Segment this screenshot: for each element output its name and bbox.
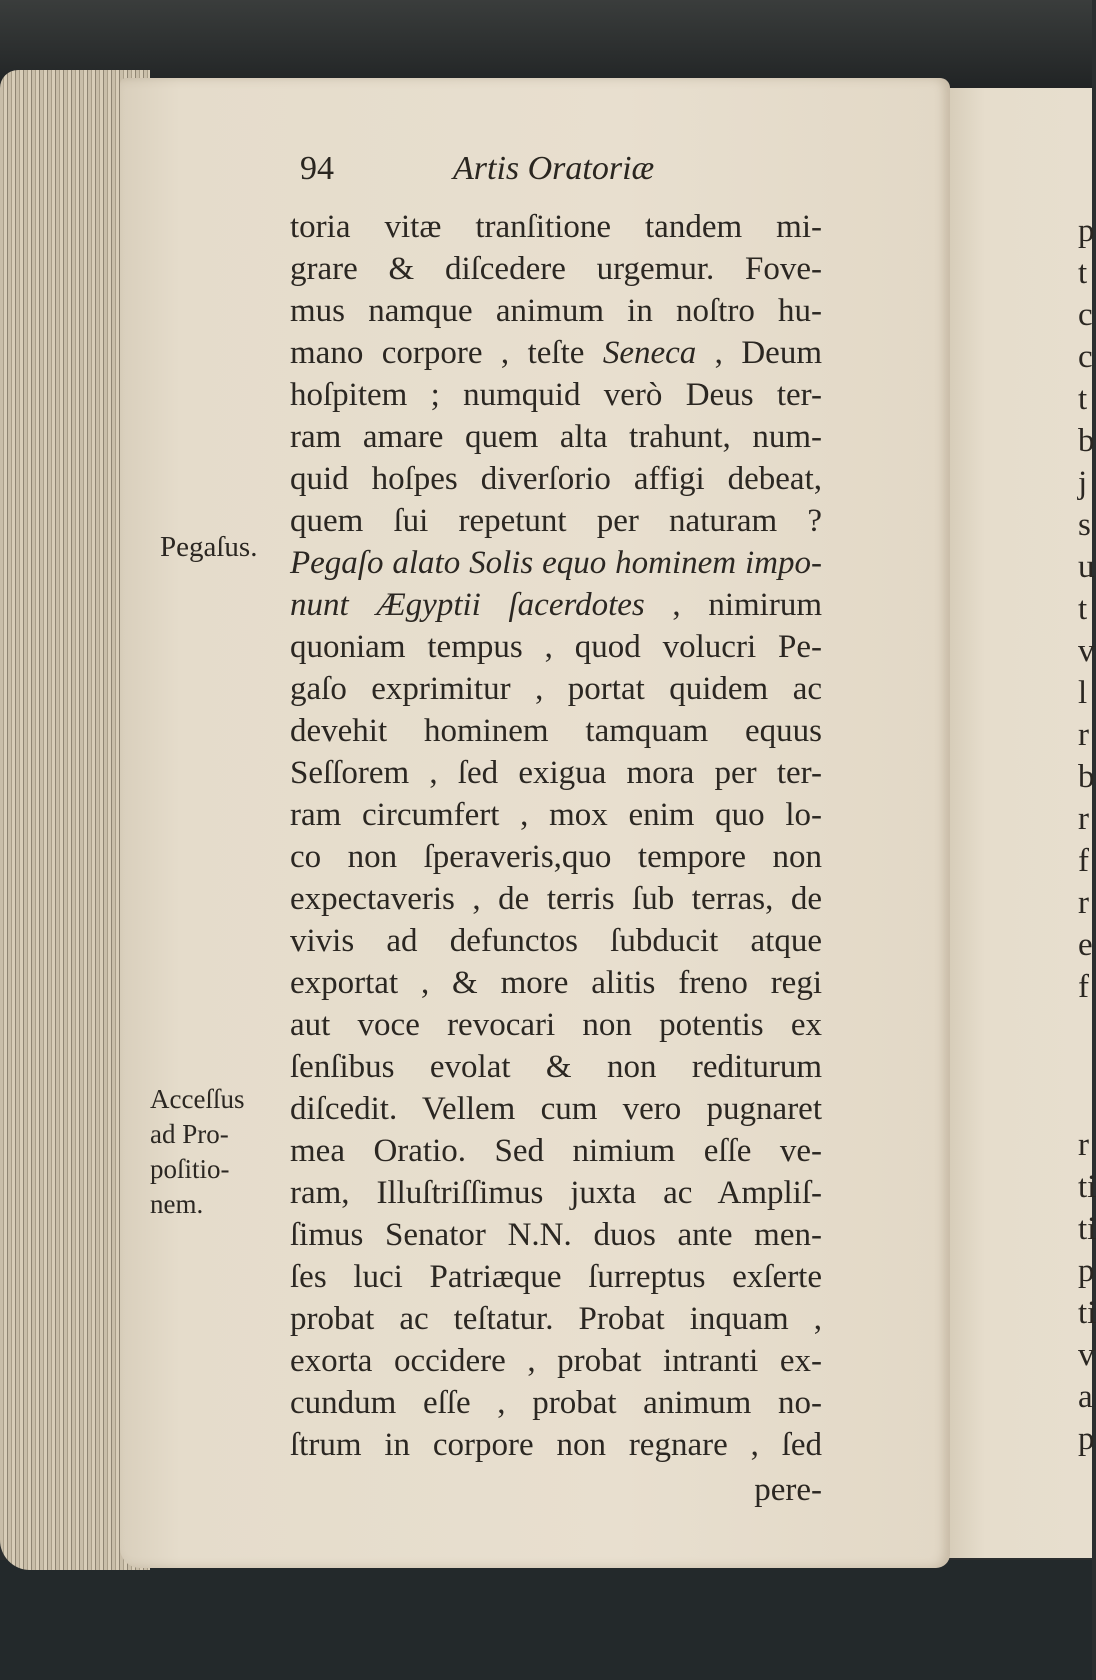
text-line [290, 416, 822, 458]
text-segment: exportat , & more alitis freno regi [290, 965, 822, 1001]
text-segment: gaſo exprimitur , portat quidem ac [290, 671, 822, 707]
facing-page-fragment: r [1078, 801, 1089, 837]
text-segment: expectaveris , de terris ſub terras, de [290, 881, 822, 917]
facing-page-fragment: r [1078, 717, 1089, 753]
text-line [290, 248, 822, 290]
facing-page-fragment: u [1078, 549, 1095, 585]
text-line [290, 584, 822, 626]
facing-page-fragment: e [1078, 927, 1093, 963]
facing-page-fragment: p [1078, 1421, 1095, 1457]
margin-note-accessus [150, 1082, 244, 1222]
text-line [290, 668, 822, 710]
text-segment: quoniam tempus , quod volucri Pe- [290, 629, 822, 665]
text-line [290, 1382, 822, 1424]
facing-page-fragment: b [1078, 423, 1095, 459]
facing-page [945, 88, 1092, 1558]
text-segment: grare & diſcedere urgemur. Fove- [290, 251, 822, 287]
text-line [290, 1172, 822, 1214]
text-line [290, 626, 822, 668]
text-segment: devehit hominem tamquam equus [290, 713, 822, 749]
text-line [290, 542, 822, 584]
facing-page-fragment: j [1078, 465, 1088, 501]
text-segment: Seſſorem , ſed exigua mora per ter- [290, 755, 822, 791]
text-line [290, 1214, 822, 1256]
text-line [290, 920, 822, 962]
text-segment: toria vitæ tranſitione tandem mi- [290, 209, 822, 245]
facing-page-fragment: p [1078, 1253, 1095, 1289]
text-line [290, 836, 822, 878]
running-title: Artis Oratoriæ [453, 150, 655, 187]
facing-page-fragment: s [1078, 507, 1091, 543]
facing-page-fragment: p [1078, 213, 1095, 249]
italic-text: nunt Ægyptii ſacerdotes [290, 587, 645, 623]
text-segment: hoſpitem ; numquid verò Deus ter- [290, 377, 822, 413]
text-segment: mano corpore , teſte [290, 335, 603, 371]
text-line [290, 1046, 822, 1088]
text-segment: ſimus Senator N.N. duos ante men- [290, 1217, 822, 1253]
facing-page-fragment: t [1078, 381, 1088, 417]
text-line [290, 374, 822, 416]
text-line [290, 710, 822, 752]
catchword: pere- [754, 1472, 822, 1508]
italic-text: Pegaſo alato Solis equo hominem impo- [290, 545, 822, 581]
facing-page-fragment: r [1078, 885, 1089, 921]
text-line [290, 290, 822, 332]
margin-note-line: Acceſſus [150, 1084, 245, 1114]
margin-note-pegasus: Pegaſus. [160, 531, 258, 563]
text-line [290, 878, 822, 920]
text-line [290, 1004, 822, 1046]
text-line [290, 1130, 822, 1172]
facing-page-fragment: f [1078, 969, 1089, 1005]
facing-page-fragment: v [1078, 1337, 1095, 1373]
page-number: 94 [300, 150, 334, 187]
text-line [290, 1088, 822, 1130]
text-segment: diſcedit. Vellem cum vero pugnaret [290, 1091, 822, 1127]
facing-page-fragment: b [1078, 759, 1095, 795]
text-line [290, 962, 822, 1004]
text-segment: ſenſibus evolat & non rediturum [290, 1049, 822, 1085]
facing-page-fragment: f [1078, 843, 1089, 879]
text-segment: vivis ad defunctos ſubducit atque [290, 923, 822, 959]
text-segment: ſes luci Patriæque ſurreptus exſerte [290, 1259, 822, 1295]
facing-page-fragment: c [1078, 339, 1093, 375]
facing-page-fragment: r [1078, 1127, 1089, 1163]
facing-page-fragment: t [1078, 255, 1088, 291]
text-line [290, 1256, 822, 1298]
text-segment: ram, Illuſtriſſimus juxta ac Ampliſ- [290, 1175, 822, 1211]
text-segment: , Deum [696, 335, 822, 371]
text-segment: quid hoſpes diverſorio affigi debeat, [290, 461, 822, 497]
text-segment: exorta occidere , probat intranti ex- [290, 1343, 822, 1379]
text-segment: co non ſperaveris,quo tempore non [290, 839, 822, 875]
text-segment: cundum eſſe , probat animum no- [290, 1385, 822, 1421]
text-line [290, 332, 822, 374]
text-segment: mus namque animum in noſtro hu- [290, 293, 822, 329]
margin-note-line: poſitio- [150, 1154, 230, 1184]
margin-note-line: ad Pro- [150, 1119, 229, 1149]
facing-page-fragment: t [1078, 591, 1088, 627]
facing-page-fragment: ti [1078, 1169, 1096, 1205]
text-line [290, 1340, 822, 1382]
facing-page-fragment: ti [1078, 1295, 1096, 1331]
text-segment: aut voce revocari non potentis ex [290, 1007, 822, 1043]
text-segment: quem ſui repetunt per naturam ? [290, 503, 822, 539]
background-bottom [0, 1560, 1092, 1680]
text-segment: ram amare quem alta trahunt, num- [290, 419, 822, 455]
text-line [290, 1424, 822, 1466]
facing-page-fragment: c [1078, 297, 1093, 333]
facing-page-fragment: l [1078, 675, 1088, 711]
text-line [290, 500, 822, 542]
text-segment: mea Oratio. Sed nimium eſſe ve- [290, 1133, 822, 1169]
text-segment: , nimirum [644, 587, 822, 623]
facing-page-fragment: a [1078, 1379, 1093, 1415]
text-segment: ram circumfert , mox enim quo lo- [290, 797, 822, 833]
text-segment: probat ac teſtatur. Probat inquam , [290, 1301, 822, 1337]
text-segment: ſtrum in corpore non regnare , ſed [290, 1427, 822, 1463]
text-line [290, 1298, 822, 1340]
margin-note-line: nem. [150, 1189, 204, 1219]
facing-page-fragment: v [1078, 633, 1095, 669]
text-line [290, 752, 822, 794]
text-line [290, 458, 822, 500]
text-line [290, 206, 822, 248]
italic-text: Seneca [602, 335, 697, 371]
facing-page-fragment: ti [1078, 1211, 1096, 1247]
text-line [290, 794, 822, 836]
